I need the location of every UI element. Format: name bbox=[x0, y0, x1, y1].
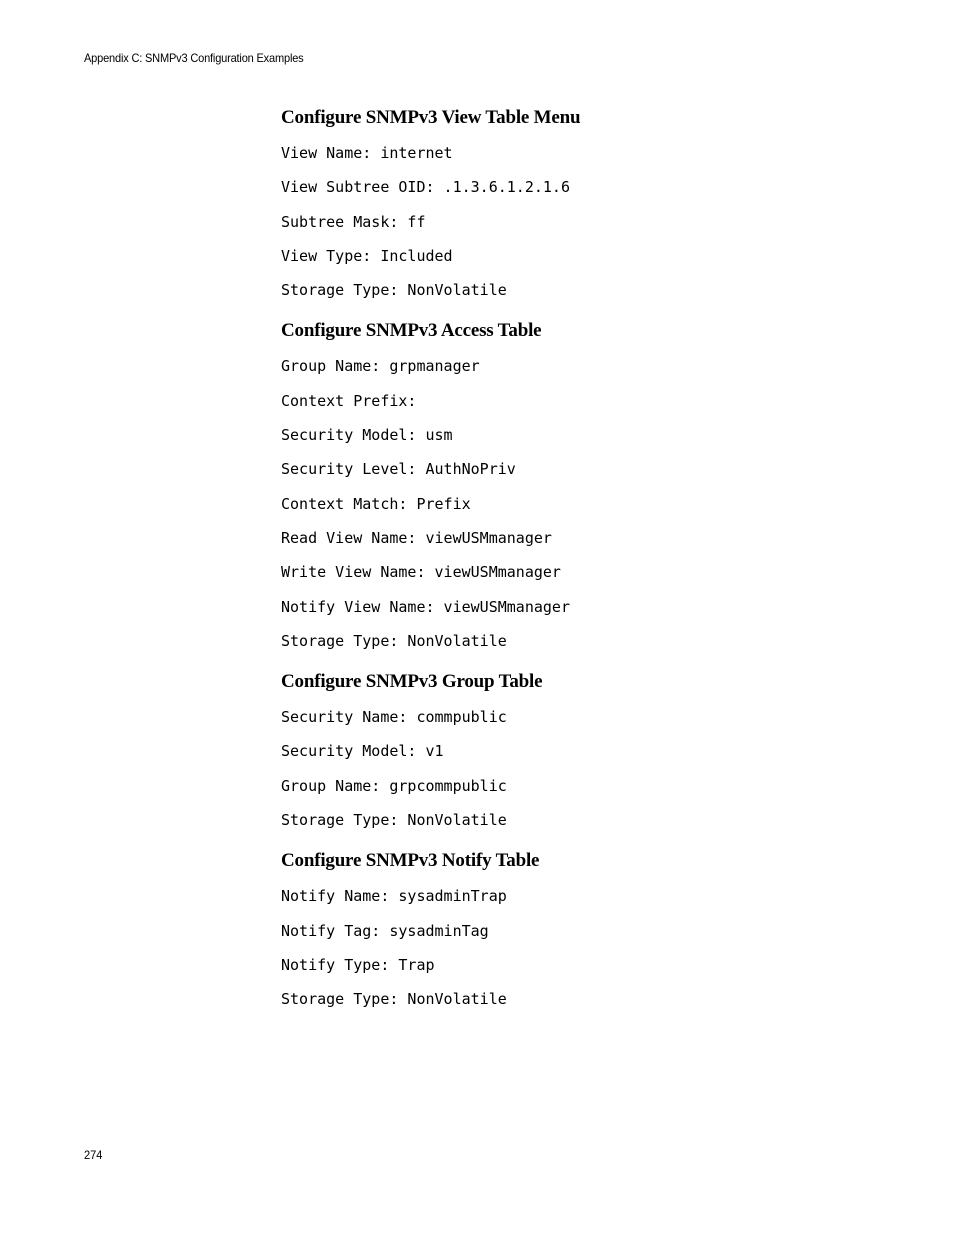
field-line: Storage Type: NonVolatile bbox=[281, 811, 507, 830]
field-line: Notify Type: Trap bbox=[281, 955, 435, 974]
field-line: Storage Type: NonVolatile bbox=[281, 281, 507, 300]
field-line: Read View Name: viewUSMmanager bbox=[281, 528, 552, 547]
field-line: View Name: internet bbox=[281, 144, 453, 162]
field-line: Group Name: grpmanager bbox=[281, 357, 480, 376]
notify-table-section bbox=[281, 849, 881, 1016]
page-number: 274 bbox=[84, 1148, 103, 1162]
field-line: Context Match: Prefix bbox=[281, 494, 471, 513]
field-line: Security Model: usm bbox=[281, 426, 453, 445]
group-table-section bbox=[281, 670, 881, 837]
field-line: Write View Name: viewUSMmanager bbox=[281, 563, 561, 582]
field-line: Storage Type: NonVolatile bbox=[281, 631, 507, 650]
field-line: Security Model: v1 bbox=[281, 742, 444, 761]
field-line: Context Prefix: bbox=[281, 391, 417, 410]
page-content bbox=[281, 106, 881, 1017]
field-line: View Type: Included bbox=[281, 246, 453, 265]
field-line: Notify View Name: viewUSMmanager bbox=[281, 597, 570, 616]
section-heading: Configure SNMPv3 View Table Menu bbox=[281, 107, 581, 128]
section-heading: Configure SNMPv3 Notify Table bbox=[281, 850, 540, 872]
field-line: Group Name: grpcommpublic bbox=[281, 776, 507, 795]
view-table-section bbox=[281, 106, 881, 307]
access-table-section bbox=[281, 319, 881, 658]
field-line: Security Level: AuthNoPriv bbox=[281, 460, 516, 479]
field-line: Storage Type: NonVolatile bbox=[281, 990, 507, 1009]
field-line: Subtree Mask: ff bbox=[281, 212, 426, 231]
field-line: Security Name: commpublic bbox=[281, 708, 507, 727]
section-heading: Configure SNMPv3 Access Table bbox=[281, 320, 542, 342]
field-line: Notify Name: sysadminTrap bbox=[281, 887, 507, 906]
section-heading: Configure SNMPv3 Group Table bbox=[281, 671, 543, 693]
field-line: Notify Tag: sysadminTag bbox=[281, 921, 489, 940]
running-header: Appendix C: SNMPv3 Configuration Examples bbox=[84, 51, 304, 65]
field-line: View Subtree OID: .1.3.6.1.2.1.6 bbox=[281, 178, 570, 197]
